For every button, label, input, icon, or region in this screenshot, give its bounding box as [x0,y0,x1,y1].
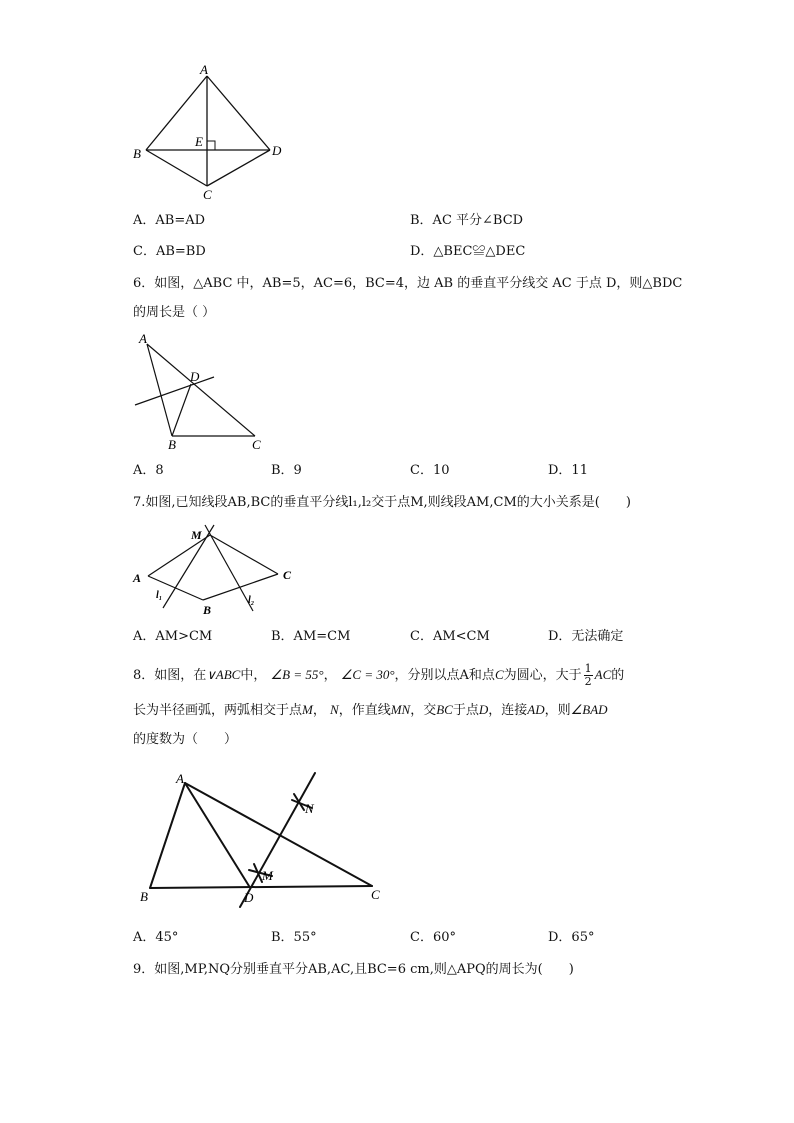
q8-stem-line2 [133,700,608,721]
q8-text: ，交 [410,703,437,718]
q5-option-b[interactable]: B．AC 平分∠BCD [410,213,524,228]
label-b: B [168,437,176,452]
q8-text: ，则 [544,703,571,718]
figure-q5 [125,60,295,205]
segment-ac [147,344,255,436]
q8-angle-c: ∠C = 30° [340,667,395,682]
q8-segment-ad: AD [527,702,545,717]
q8-text: 长为半径画弧，两弧相交于点 [133,703,303,718]
q8-point-m: M [302,702,313,717]
q8-line-mn: MN [390,702,411,717]
label-c: C [371,887,380,902]
q8-stem-line1 [133,663,624,688]
figure-q8 [135,765,390,915]
q8-point-d: D [478,702,489,717]
segment-ac [185,783,372,886]
q8-text: 的 [611,668,625,683]
figure-q7 [128,520,298,618]
label-n: N [305,801,314,816]
segment-bc [150,886,372,888]
segment-ad [185,783,249,886]
label-e: E [195,134,203,149]
figure-q6 [130,328,270,454]
right-angle-mark [207,141,215,150]
q8-angle-b: ∠B = 55° [270,667,324,682]
q6-stem-line2: 的周长是（ ） [133,305,216,320]
q6-option-a[interactable]: A．8 [133,463,164,478]
label-l1: l₁ [156,590,163,601]
q8-segment-bc: BC [436,702,453,717]
label-m: M [262,868,273,883]
segment-ab [150,783,185,888]
label-d: D [244,890,254,905]
label-d: D [272,143,282,158]
label-b: B [203,603,212,617]
bisector-l2 [205,525,253,611]
q5-option-c[interactable]: C．AB=BD [133,244,206,259]
label-a: A [176,771,184,786]
segment-mc [210,535,278,574]
q7-option-d[interactable]: D．无法确定 [548,629,624,644]
segment-bc [203,574,278,600]
label-c: C [203,187,212,202]
q8-option-d[interactable]: D．65° [548,930,595,945]
q5-option-d[interactable]: D．△BEC≌△DEC [410,244,526,259]
q6-option-b[interactable]: B．9 [271,463,302,478]
label-m: M [191,528,202,542]
q8-text: ，连接 [488,703,528,718]
segment-ad [207,76,270,150]
q8-option-c[interactable]: C．60° [410,930,456,945]
q8-text: 中， [240,668,267,683]
bisector-l1 [163,525,214,608]
q6-option-d[interactable]: D．11 [548,463,588,478]
q7-option-a[interactable]: A．AM>CM [133,629,213,644]
label-a: A [139,331,147,346]
fraction-one-half: $\frac{1}{2}$ [584,662,592,688]
q8-triangle: ∨ABC [206,667,241,682]
q8-option-b[interactable]: B．55° [271,930,317,945]
label-b: B [140,889,148,904]
segment-ab [147,344,172,436]
q8-text: ， [312,703,326,718]
label-c: C [283,568,292,582]
q7-option-c[interactable]: C．AM<CM [410,629,490,644]
q8-angle-bad: ∠BAD [570,702,608,717]
q8-text: ，作直线 [338,703,391,718]
label-c: C [252,437,261,452]
q6-stem-line1: 6．如图，△ABC 中，AB=5，AC=6，BC=4，边 AB 的垂直平分线交 AC 于点 D，则△BDC [133,276,683,291]
label-b: B [133,146,141,161]
q8-segment-ac: AC [594,667,612,682]
q7-option-b[interactable]: B．AM=CM [271,629,351,644]
q8-text: 8．如图，在 [133,668,207,683]
q5-option-a[interactable]: A．AB=AD [133,213,206,228]
label-l2: l₂ [248,595,255,606]
q6-option-c[interactable]: C．10 [410,463,450,478]
q8-point-c: C [494,667,504,682]
label-a: A [133,571,142,585]
segment-bd [172,384,191,436]
q8-text: ， [323,668,337,683]
label-a: A [200,62,208,77]
q8-option-a[interactable]: A．45° [133,930,179,945]
q8-stem-line3: 的度数为（ ） [133,732,238,747]
q8-text: 于点 [452,703,479,718]
q8-point-n: N [330,702,339,717]
label-d: D [190,369,200,384]
q9-stem: 9．如图,MP,NQ分别垂直平分AB,AC,且BC=6 cm,则△APQ的周长为( ) [133,962,574,977]
q8-text: ，分别以点A和点 [394,668,495,683]
q8-text: 为圆心，大于 [503,668,582,683]
segment-bc [146,150,207,186]
segment-cd [207,150,270,186]
q7-stem: 7.如图,已知线段AB,BC的垂直平分线l₁,l₂交于点M,则线段AM,CM的大小关系是( ) [133,495,631,510]
